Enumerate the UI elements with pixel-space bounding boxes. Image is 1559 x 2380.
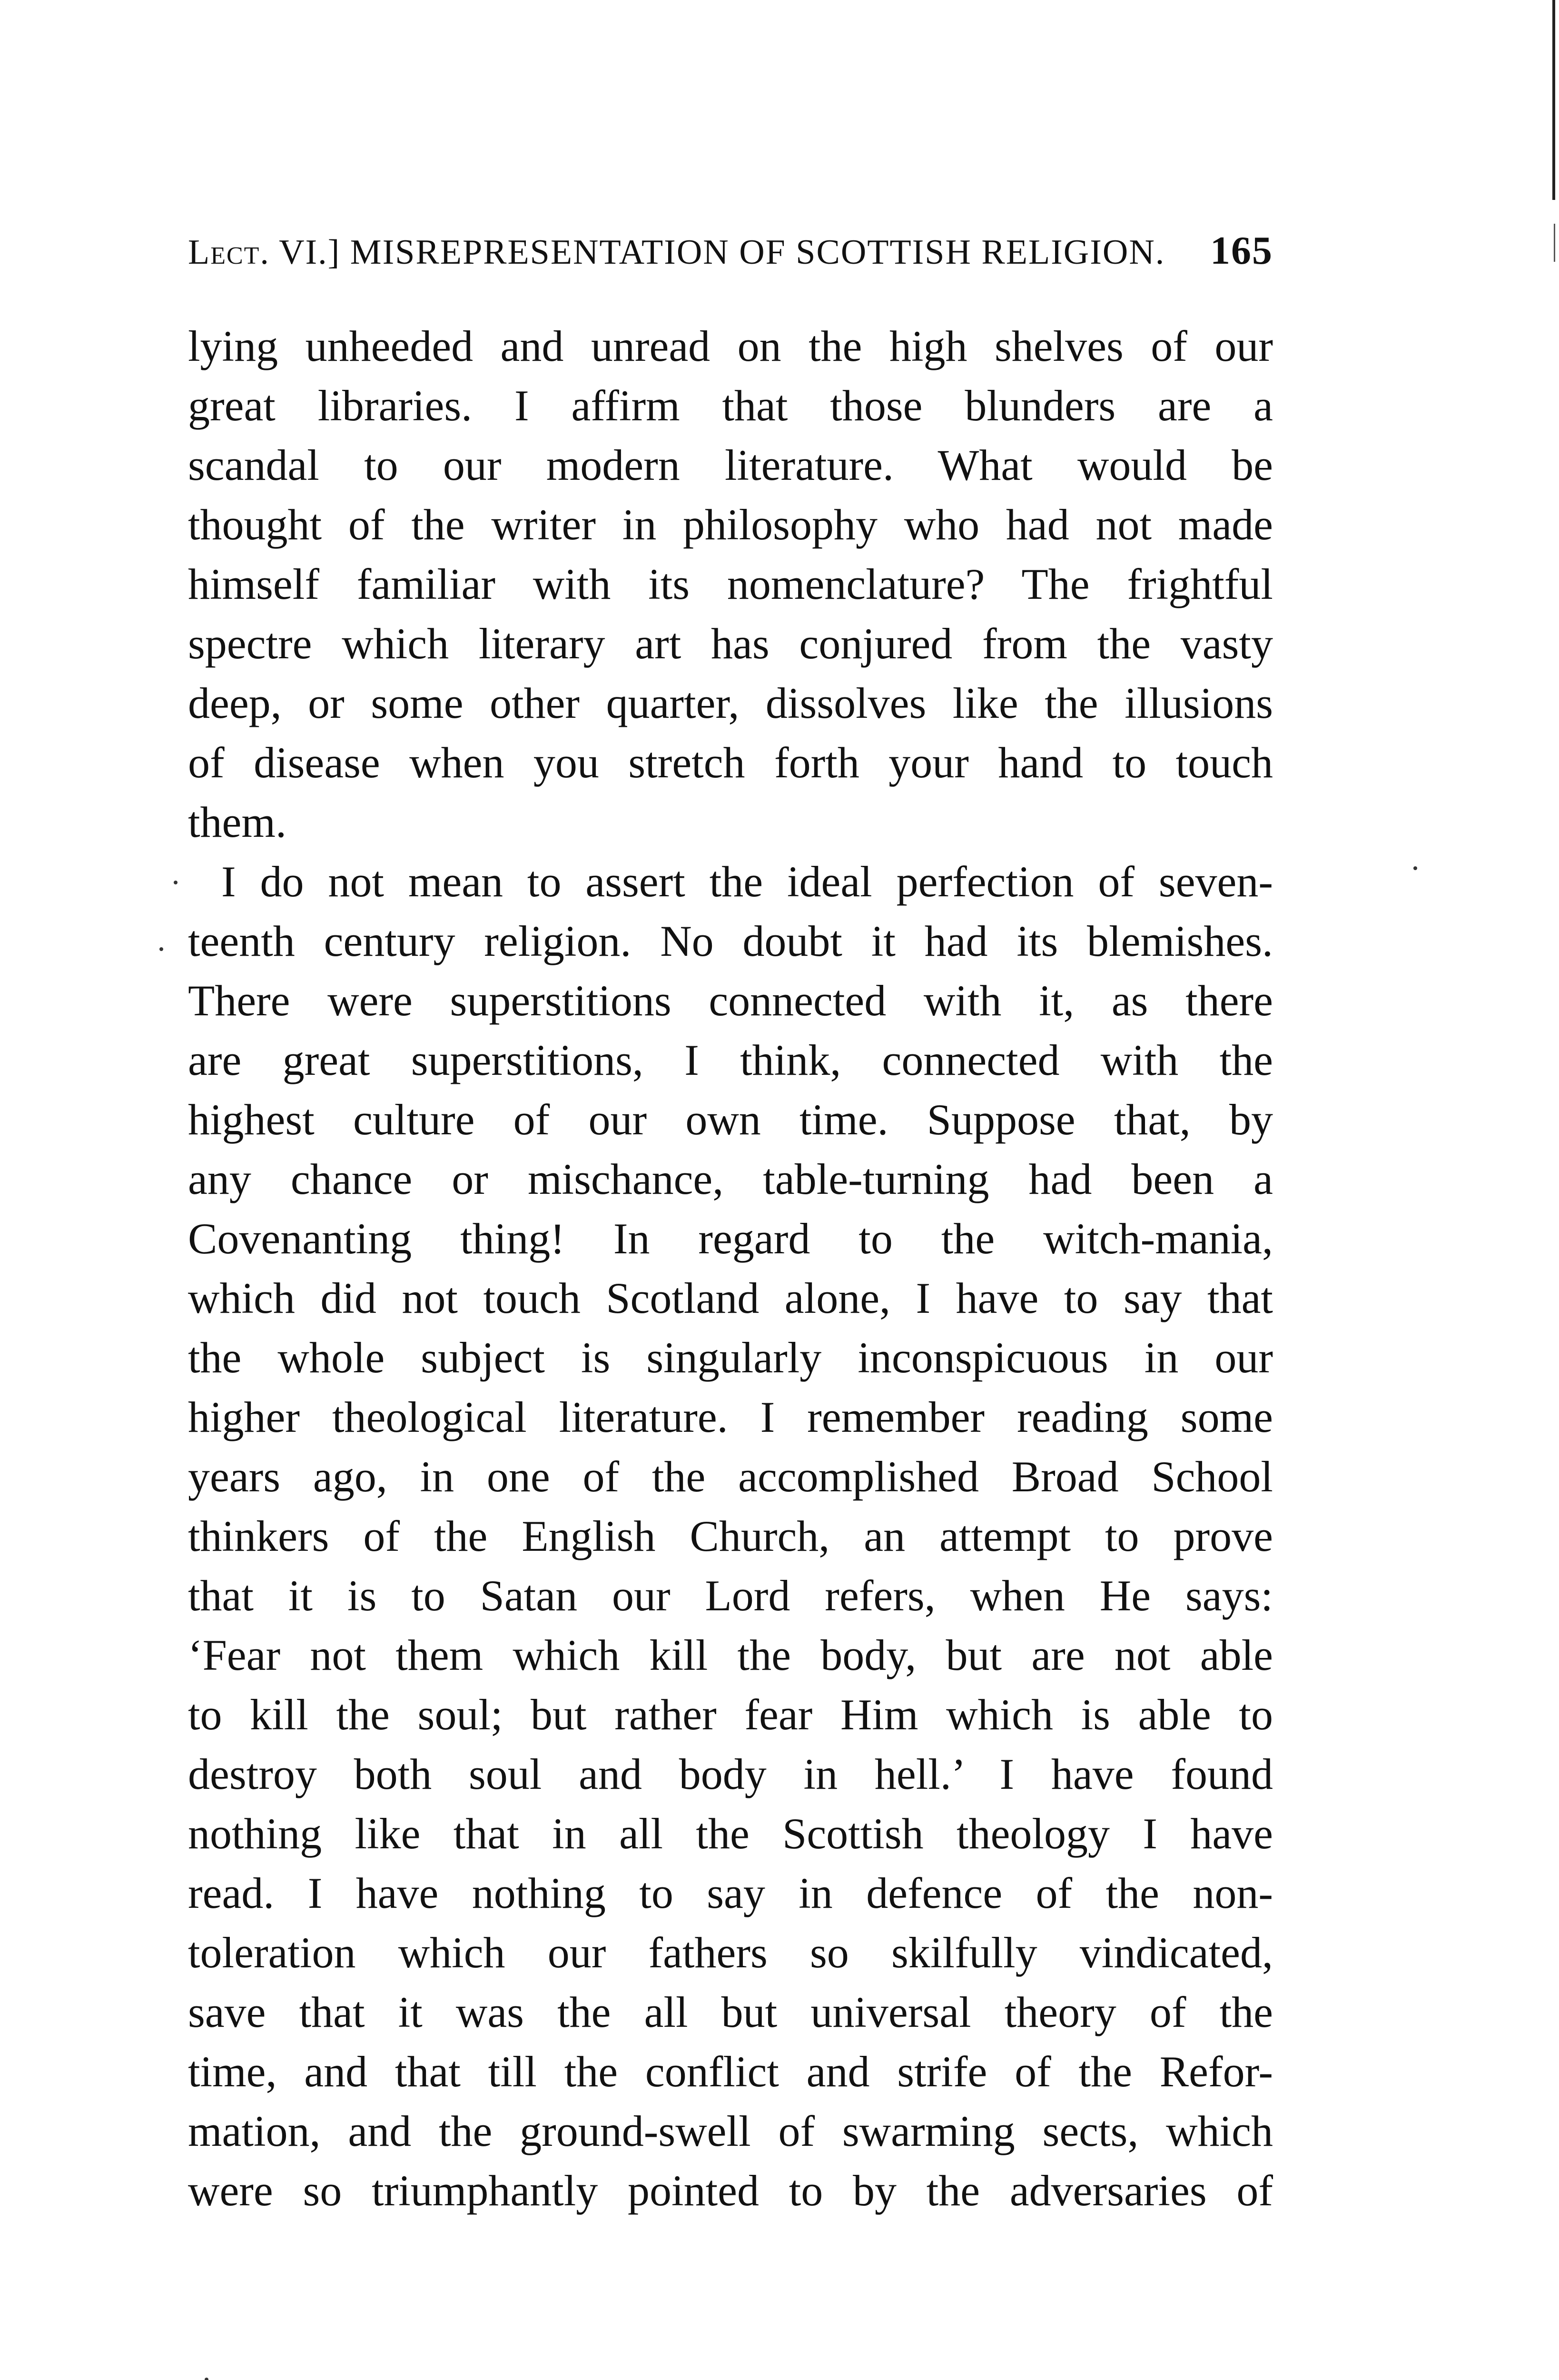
text-line: great libraries. I affirm that those blunders are a bbox=[188, 381, 1273, 430]
text-line: spectre which literary art has conjured from the vasty bbox=[188, 619, 1273, 668]
text-line: read. I have nothing to say in defence of the non- bbox=[188, 1869, 1273, 1917]
scan-speck bbox=[159, 947, 163, 951]
paragraph bbox=[188, 317, 1273, 852]
running-head bbox=[188, 228, 1273, 274]
text-line: time, and that till the conflict and strife of the Refor- bbox=[188, 2047, 1273, 2096]
text-line: that it is to Satan our Lord refers, when He says: bbox=[188, 1571, 1273, 1620]
text-line: ‘Fear not them which kill the body, but are not able bbox=[188, 1631, 1273, 1679]
text-line: the whole subject is singularly inconspicuous in our bbox=[188, 1333, 1273, 1382]
scan-edge-mark bbox=[1554, 224, 1555, 262]
text-line: any chance or mischance, table-turning had been a bbox=[188, 1155, 1273, 1203]
text-line: deep, or some other quarter, dissolves like the illusions bbox=[188, 679, 1273, 727]
text-line: years ago, in one of the accomplished Broad School bbox=[188, 1452, 1273, 1501]
text-line: are great superstitions, I think, connected with the bbox=[188, 1036, 1273, 1084]
text-line: scandal to our modern literature. What would be bbox=[188, 441, 1273, 489]
body-text bbox=[188, 317, 1273, 2221]
text-line: them. bbox=[188, 798, 286, 846]
text-line: to kill the soul; but rather fear Him which is able to bbox=[188, 1690, 1273, 1739]
text-line: nothing like that in all the Scottish theology I have bbox=[188, 1809, 1273, 1858]
text-line: destroy both soul and body in hell.’ I have found bbox=[188, 1750, 1273, 1798]
text-line: were so triumphantly pointed to by the adversaries of bbox=[188, 2166, 1273, 2215]
text-line: toleration which our fathers so skilfully vindicated, bbox=[188, 1928, 1273, 1977]
scan-speck bbox=[1413, 866, 1417, 870]
text-line: I do not mean to assert the ideal perfection of seven- bbox=[221, 857, 1273, 906]
text-line: teenth century religion. No doubt it had its blemishes. bbox=[188, 917, 1273, 965]
text-line: save that it was the all but universal theory of the bbox=[188, 1988, 1273, 2036]
text-line: Covenanting thing! In regard to the witch-mania, bbox=[188, 1214, 1273, 1263]
text-line: higher theological literature. I remember reading some bbox=[188, 1393, 1273, 1441]
scan-speck bbox=[205, 2378, 208, 2380]
scan-edge-mark bbox=[1552, 0, 1555, 200]
running-head-title: Lect. VI.] MISREPRESENTATION OF SCOTTISH RELIGION. bbox=[188, 233, 1165, 272]
scan-speck bbox=[174, 881, 178, 884]
text-line: highest culture of our own time. Suppose that, by bbox=[188, 1095, 1273, 1144]
text-line: lying unheeded and unread on the high shelves of our bbox=[188, 322, 1273, 370]
paragraph bbox=[188, 852, 1273, 2221]
page-number: 165 bbox=[1210, 228, 1273, 273]
text-line: thinkers of the English Church, an attempt to prove bbox=[188, 1512, 1273, 1560]
text-line: which did not touch Scotland alone, I have to say that bbox=[188, 1274, 1273, 1322]
text-line: mation, and the ground-swell of swarming sects, which bbox=[188, 2107, 1273, 2155]
text-line: himself familiar with its nomenclature? The frightful bbox=[188, 560, 1273, 608]
text-line: There were superstitions connected with it, as there bbox=[188, 976, 1273, 1025]
text-line: thought of the writer in philosophy who had not made bbox=[188, 500, 1273, 549]
text-line: of disease when you stretch forth your hand to touch bbox=[188, 738, 1273, 787]
